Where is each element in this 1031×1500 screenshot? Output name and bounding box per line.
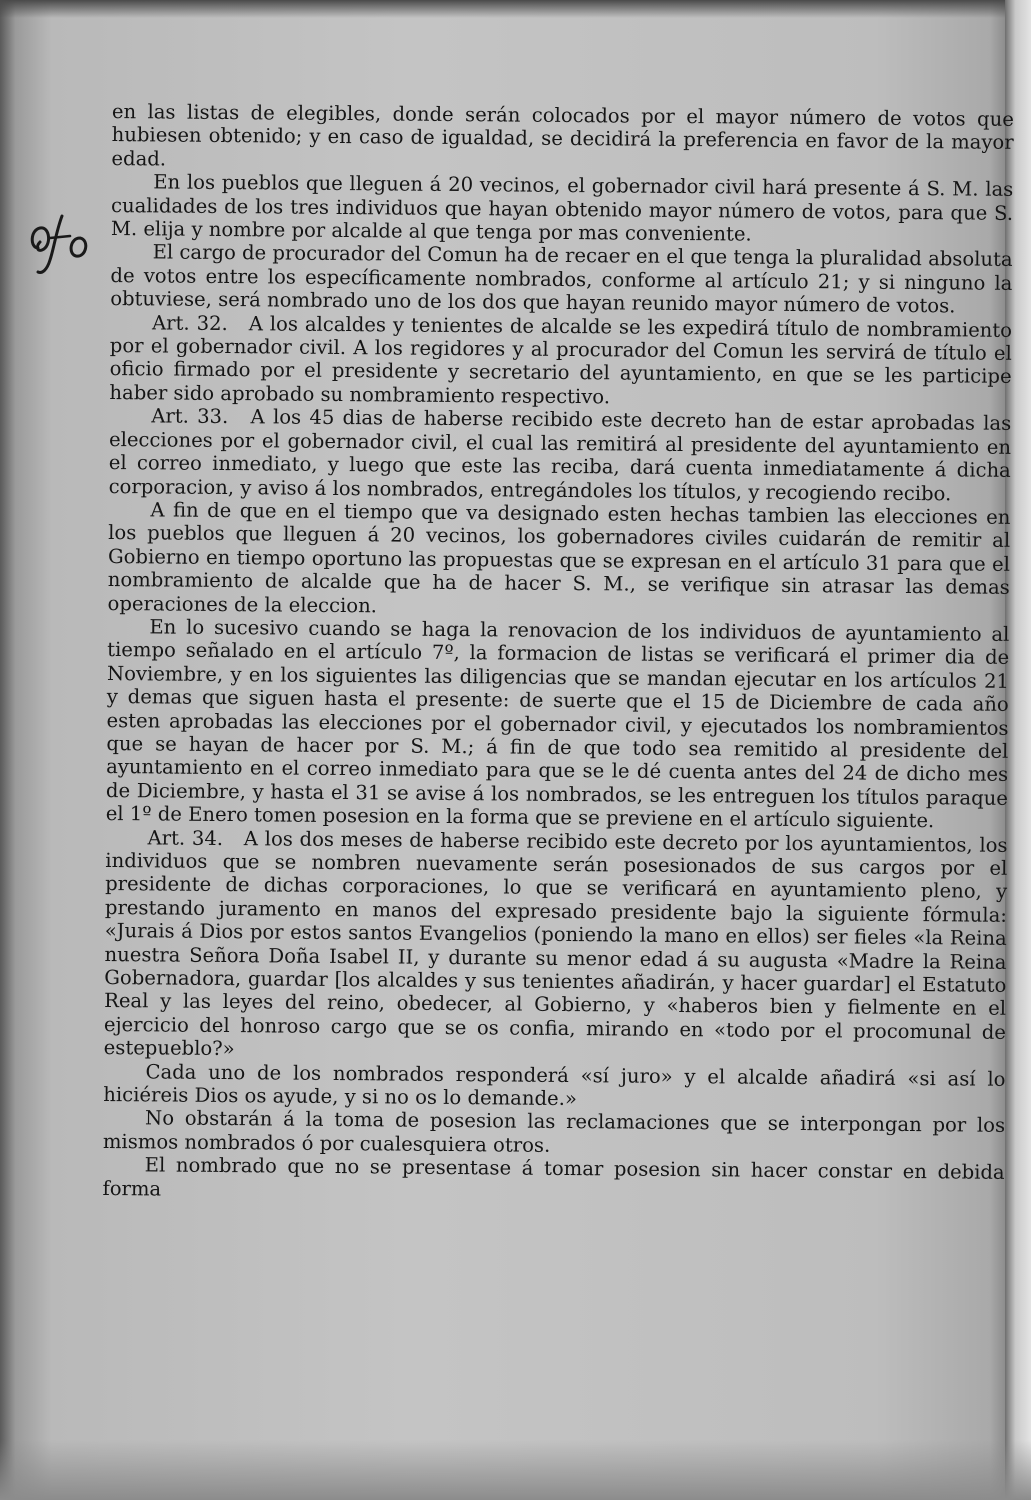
body-text xyxy=(102,100,1014,1208)
paragraph: Cada uno de los nombrados responderá «sí juro» y el alcalde añadirá «si así lo hiciéreis Dios os ayude, y si no os lo demande.» xyxy=(103,1059,1006,1111)
article-label: Art. xyxy=(147,825,186,850)
article-33 xyxy=(109,404,1012,505)
article-34 xyxy=(104,826,1008,1068)
paragraph: A fin de que en el tiempo que va designado esten hechas tambien las elecciones en los pueblos que lleguen á 20 vecinos, los gobernadores civiles cuidarán de remitir al Gobierno en tiempo oportuno las propuestas que se expresan en el artículo 31 para que el nombramiento de alcalde que ha de hacer S. M., se verifique sin atrasar las demas operaciones de la eleccion. xyxy=(107,498,1011,617)
paragraph-truncated: El nombrado que no se presentase á tomar posesion sin hacer constar en debida forma xyxy=(102,1153,1005,1201)
article-text: A los dos meses de haberse recibido este decreto por los ayuntamientos, los individuos que se nombren nuevamente serán posesionados de sus cargos por el presidente de dichas corporaciones, lo que se verificará en ayuntamiento pleno, y prestando juramento en manos del expresado presidente bajo la siguiente fórmula: «Jurais á Dios por estos santos Evangelios (poniendo la mano en ellos) ser fieles «la Reina nuestra Señora Doña Isabel II, y durante su menor edad á su augusta «Madre la Reina Gobernadora, guardar [los alcaldes y sus tenientes añadirán, y hacer guardar] el Estatuto Real y las leyes del reino, obedecer, al Gobierno, y «haberos bien y fielmente en el ejercicio del honroso cargo que se os confia, mirando en «todo por el procomunal de estepueblo?» xyxy=(103,826,1008,1061)
article-number: 32. xyxy=(196,311,228,335)
paragraph: No obstarán á la toma de posesion las reclamaciones que se interpongan por los mismos nombrados ó por cualesquiera otros. xyxy=(102,1106,1006,1157)
article-text: A los alcaldes y tenientes de alcalde se les expedirá título de nombramiento por el gobernador civil. A los regidores y al procurador del Comun les servirá de título el oficio firmado por el presidente y secretario del ayuntamiento, en que se les participe haber sido aprobado su nombramiento respectivo. xyxy=(109,311,1013,409)
article-number: 33. xyxy=(197,405,229,429)
paragraph-continuation: en las listas de elegibles, donde serán colocados por el mayor número de votos que hubiesen obtenido; y en caso de igualdad, se decidirá la preferencia en favor de la mayor edad. xyxy=(111,100,1014,171)
bottom-edge-shadow xyxy=(0,1440,1031,1500)
article-label: Art. xyxy=(151,311,190,335)
paragraph: El cargo de procurador del Comun ha de recaer en el que tenga la pluralidad absoluta de votos entre los específicamente nombrados, conforme al artículo 21; y si ninguno la obtuviese, será nombrado uno de los dos que hayan reunido mayor número de votos. xyxy=(110,240,1013,318)
paragraph: En los pueblos que lleguen á 20 vecinos, el gobernador civil hará presente á S. M. las cualidades de los tres individuos que hayan obtenido mayor número de votos, para que S. M. elija y nombre por alcalde al que tenga por mas conveniente. xyxy=(110,170,1014,246)
article-32 xyxy=(109,311,1012,412)
article-number: 34. xyxy=(191,826,224,850)
handwritten-margin-mark xyxy=(28,212,92,278)
article-label: Art. xyxy=(151,404,189,428)
article-text: A los 45 dias de haberse recibido este decreto han de estar aprobadas las elecciones por el gobernador civil, el cual las remitirá al presidente del ayuntamiento en el correo inmediato, y luego que este las reciba, dará cuenta inmediatamente á dicha corporacion, y aviso á los nombrados, entregándoles los títulos, y recogiendo recibo. xyxy=(108,405,1012,505)
top-edge-shadow xyxy=(0,0,1031,18)
paragraph: En lo sucesivo cuando se haga la renovacion de los individuos de ayuntamiento al tiempo señalado en el artículo 7º, la formacion de listas se verificará el primer dia de Noviembre, y en los siguientes las diligencias que se mandan ejecutar en los artículos 21 y demas que siguen hasta el presente: de suerte que el 15 de Diciembre de cada año esten aprobadas las elecciones por el gobernador civil, y ejecutados los nombramientos que se hayan de hacer por S. M.; á fin de que todo sea remitido al presidente del ayuntamiento en el correo inmediato para que se le dé cuenta antes del 24 de dicho mes de Diciembre, y hasta el 31 se avise á los nombrados, se les entreguen los títulos paraque el 1º de Enero tomen posesion en la forma que se previene en el artículo siguiente. xyxy=(105,615,1010,833)
